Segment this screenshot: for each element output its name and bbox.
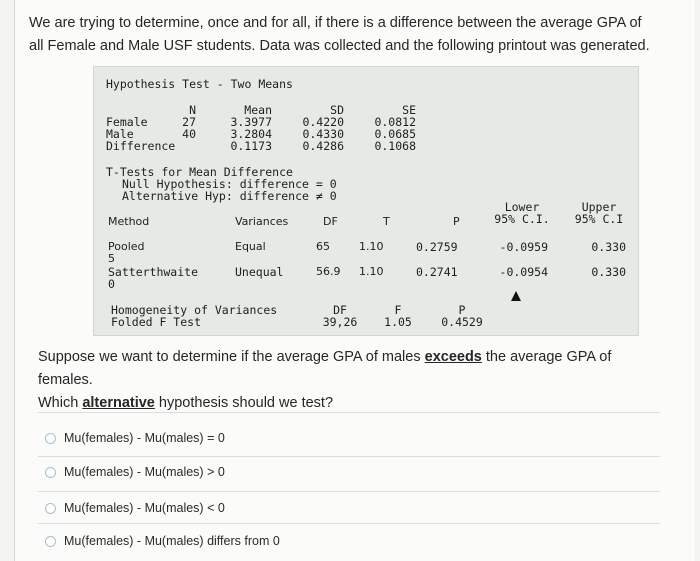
row-se-male: 0.0685 [374, 127, 416, 141]
row-method-pooled: Pooled [108, 240, 145, 253]
row-sd-female: 0.4220 [302, 115, 344, 129]
row-n-male: 40 [182, 127, 196, 141]
header-method: Method [108, 215, 150, 228]
row-upper-pooled: 0.330 [591, 240, 626, 254]
homogeneity-header-p: P [458, 303, 466, 317]
header-mean: Mean [244, 103, 272, 117]
row-mean-difference: 0.1173 [230, 139, 272, 153]
row-mean-male: 3.2804 [230, 127, 272, 141]
printout-title: Hypothesis Test - Two Means [106, 77, 293, 91]
prompt-line-1 [38, 346, 658, 392]
row-lower-satterthwaite: -0.0954 [499, 265, 548, 279]
radio-button-icon[interactable] [45, 536, 56, 547]
answer-option-greater[interactable] [45, 462, 225, 482]
question-intro [29, 12, 669, 58]
row-df-satterthwaite: 56.9 [316, 265, 341, 278]
row-extra-pooled: 5 [108, 252, 115, 265]
header-se: SE [402, 103, 416, 117]
header-df: DF [323, 215, 338, 228]
row-label-male: Male [106, 127, 134, 141]
row-p-satterthwaite: 0.2741 [416, 265, 458, 279]
question-prompt [38, 346, 658, 415]
row-t-pooled: 1.10 [359, 240, 384, 253]
row-label-difference: Difference [106, 139, 176, 153]
row-se-female: 0.0812 [374, 115, 416, 129]
prompt-line-2-end: hypothesis should we test? [154, 395, 334, 411]
prompt-line-2-start: Which [38, 395, 83, 411]
row-sd-difference: 0.4286 [302, 139, 344, 153]
header-lower: Lower [504, 200, 540, 214]
header-sd: SD [330, 103, 344, 117]
row-n-female: 27 [182, 115, 196, 129]
header-t: T [383, 215, 390, 228]
prompt-emphasis-alternative: alternative [82, 395, 155, 411]
header-upper-ci: 95% C.I [574, 212, 624, 226]
header-lower-ci: 95% C.I. [494, 212, 550, 226]
answer-divider [38, 412, 660, 413]
row-variances-satterthwaite: Unequal [235, 265, 284, 279]
row-upper-satterthwaite: 0.330 [591, 265, 626, 279]
question-line-1: We are trying to determine, once and for all, if there is a difference between the average GPA of [29, 15, 642, 31]
prompt-line-1-end: the average GPA of females. [38, 349, 612, 388]
radio-button-icon[interactable] [45, 467, 56, 478]
answer-divider [38, 523, 660, 524]
homogeneity-header-f: F [394, 303, 402, 317]
question-line-2: all Female and Male USF students. Data was collected and the following printout was generated. [29, 38, 650, 54]
answer-option-label: Mu(females) - Mu(males) < 0 [64, 501, 225, 515]
row-mean-female: 3.3977 [230, 115, 272, 129]
answer-option-less[interactable] [45, 498, 225, 518]
row-label-female: Female [106, 115, 148, 129]
header-variances: Variances [235, 215, 289, 228]
row-method-satterthwaite: Satterthwaite [108, 265, 199, 279]
prompt-emphasis-exceeds: exceeds [424, 349, 482, 365]
answer-divider [38, 491, 660, 492]
row-extra-satterthwaite: 0 [108, 277, 115, 291]
row-variances-pooled: Equal [235, 240, 266, 253]
answer-divider [38, 456, 660, 457]
row-lower-pooled: -0.0959 [499, 240, 548, 254]
row-p-pooled: 0.2759 [416, 240, 458, 254]
prompt-line-1-start: Suppose we want to determine if the average GPA of males [38, 349, 425, 365]
homogeneity-df: 39,26 [322, 315, 358, 329]
null-hypothesis: Null Hypothesis: difference = 0 [122, 177, 337, 191]
answer-option-equal[interactable] [45, 428, 225, 448]
answer-option-label: Mu(females) - Mu(males) differs from 0 [64, 534, 280, 548]
header-n: N [189, 103, 196, 117]
answer-option-label: Mu(females) - Mu(males) = 0 [64, 431, 225, 445]
mouse-cursor-icon [511, 291, 521, 301]
header-p: P [453, 215, 460, 228]
row-se-difference: 0.1068 [374, 139, 416, 153]
homogeneity-f: 1.05 [384, 315, 412, 329]
homogeneity-header-df: DF [333, 303, 347, 317]
row-df-pooled: 65 [316, 240, 330, 253]
row-sd-male: 0.4330 [302, 127, 344, 141]
radio-button-icon[interactable] [45, 433, 56, 444]
answer-option-label: Mu(females) - Mu(males) > 0 [64, 465, 225, 479]
header-upper: Upper [581, 200, 617, 214]
row-t-satterthwaite: 1.10 [359, 265, 384, 278]
homogeneity-title: Homogeneity of Variances [111, 303, 278, 317]
homogeneity-p: 0.4529 [441, 315, 483, 329]
statistics-printout [93, 66, 639, 336]
alternative-hypothesis: Alternative Hyp: difference ≠ 0 [122, 189, 337, 203]
radio-button-icon[interactable] [45, 503, 56, 514]
answer-option-differs[interactable] [45, 531, 280, 551]
ttest-title: T-Tests for Mean Difference [106, 165, 293, 179]
homogeneity-method: Folded F Test [111, 315, 202, 329]
